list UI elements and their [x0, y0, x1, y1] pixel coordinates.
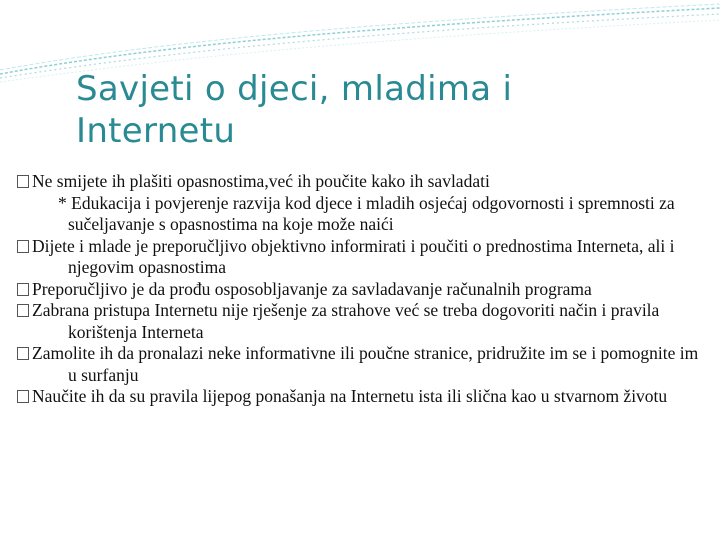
sub-item-text: * Edukacija i povjerenje razvija kod djece i mladih osjećaj odgovornosti i spremnosti za sučeljavanje s opasnostima na koje može naići	[58, 192, 675, 234]
checkbox-bullet-icon	[17, 304, 29, 317]
advice-list	[16, 171, 706, 408]
list-item	[16, 343, 706, 386]
checkbox-bullet-icon	[17, 390, 29, 403]
checkbox-bullet-icon	[17, 347, 29, 360]
list-item-text: Zabrana pristupa Internetu nije rješenje za strahove već se treba dogovoriti način i pravila korištenja Interneta	[32, 300, 660, 342]
list-item	[16, 236, 706, 279]
list-item-text: Zamolite ih da pronalazi neke informativne ili poučne stranice, pridružite im se i pomognite im u surfanju	[32, 343, 699, 385]
slide-title: Savjeti o djeci, mladima i Internetu	[76, 69, 513, 151]
list-item	[16, 279, 706, 301]
checkbox-bullet-icon	[17, 240, 29, 253]
list-item	[16, 300, 706, 343]
checkbox-bullet-icon	[17, 175, 29, 188]
list-item-text: Preporučljivo je da prođu osposobljavanje za savladavanje računalnih programa	[32, 278, 592, 299]
sub-item	[16, 193, 706, 236]
list-item	[16, 171, 706, 193]
list-item-text: Naučite ih da su pravila lijepog ponašanja na Internetu ista ili slična kao u stvarnom životu	[32, 386, 668, 406]
list-item-text: Ne smijete ih plašiti opasnostima,već ih poučite kako ih savladati	[32, 171, 490, 191]
list-item	[16, 386, 706, 408]
checkbox-bullet-icon	[17, 283, 29, 296]
list-item-text: Dijete i mlade je preporučljivo objektivno informirati i poučiti o prednostima Interneta, ali i njegovim opasnostima	[32, 235, 675, 277]
